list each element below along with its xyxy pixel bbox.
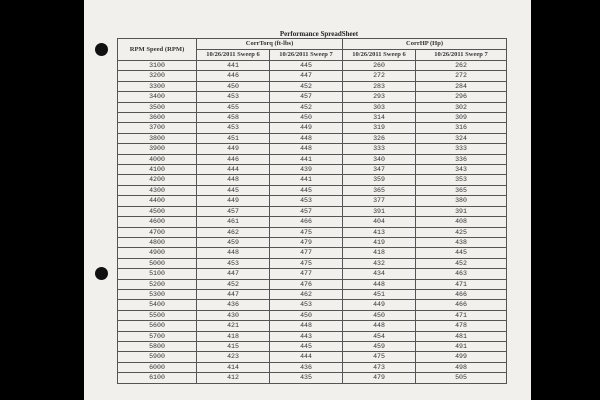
hp-sweep6-cell: 314 (343, 113, 416, 123)
torque-sweep7-cell: 448 (270, 133, 343, 143)
hp-sweep7-cell: 471 (416, 279, 507, 289)
torque-sweep7-cell: 452 (270, 81, 343, 91)
rpm-cell: 3700 (118, 123, 197, 133)
table-row (118, 61, 507, 71)
hp-sweep7-cell: 296 (416, 92, 507, 102)
rpm-cell: 4400 (118, 196, 197, 206)
torque-sweep6-cell: 453 (197, 92, 270, 102)
hp-sweep6-cell: 475 (343, 352, 416, 362)
torque-sweep7-header: 10/26/2011 Sweep 7 (270, 50, 343, 61)
table-row (118, 237, 507, 247)
torque-sweep6-cell: 448 (197, 248, 270, 258)
hp-sweep7-cell: 333 (416, 144, 507, 154)
torque-sweep6-cell: 451 (197, 133, 270, 143)
torque-sweep6-cell: 430 (197, 310, 270, 320)
torque-sweep6-cell: 459 (197, 237, 270, 247)
torque-sweep6-cell: 453 (197, 258, 270, 268)
hp-sweep6-cell: 377 (343, 196, 416, 206)
torque-sweep7-cell: 450 (270, 310, 343, 320)
table-row (118, 341, 507, 351)
rpm-header: RPM Speed (RPM) (118, 39, 197, 61)
torque-sweep6-header: 10/26/2011 Sweep 6 (197, 50, 270, 61)
hp-sweep7-cell: 316 (416, 123, 507, 133)
torque-sweep6-cell: 444 (197, 165, 270, 175)
hp-sweep7-cell: 481 (416, 331, 507, 341)
hp-sweep7-cell: 380 (416, 196, 507, 206)
rpm-cell: 4500 (118, 206, 197, 216)
hp-sweep7-header: 10/26/2011 Sweep 7 (416, 50, 507, 61)
torque-sweep7-cell: 453 (270, 300, 343, 310)
hp-sweep7-cell: 309 (416, 113, 507, 123)
hp-sweep6-cell: 404 (343, 217, 416, 227)
hp-sweep6-cell: 434 (343, 269, 416, 279)
hp-sweep6-cell: 319 (343, 123, 416, 133)
table-row (118, 71, 507, 81)
table-row (118, 154, 507, 164)
table-row (118, 81, 507, 91)
torque-sweep6-cell: 449 (197, 196, 270, 206)
hp-sweep6-cell: 451 (343, 289, 416, 299)
torque-sweep6-cell: 449 (197, 144, 270, 154)
hp-sweep6-cell: 272 (343, 71, 416, 81)
rpm-cell: 3900 (118, 144, 197, 154)
hp-sweep7-cell: 391 (416, 206, 507, 216)
table-row (118, 373, 507, 383)
torque-sweep7-cell: 462 (270, 289, 343, 299)
hp-sweep6-header: 10/26/2011 Sweep 6 (343, 50, 416, 61)
table-row (118, 300, 507, 310)
hp-sweep7-cell: 478 (416, 321, 507, 331)
hp-sweep7-cell: 365 (416, 185, 507, 195)
hp-sweep7-cell: 471 (416, 310, 507, 320)
torque-sweep6-cell: 447 (197, 269, 270, 279)
table-row (118, 113, 507, 123)
torque-sweep7-cell: 452 (270, 102, 343, 112)
rpm-cell: 5800 (118, 341, 197, 351)
rpm-cell: 3800 (118, 133, 197, 143)
hp-sweep7-cell: 302 (416, 102, 507, 112)
table-row (118, 144, 507, 154)
table-row (118, 175, 507, 185)
rpm-cell: 4000 (118, 154, 197, 164)
torque-sweep7-cell: 443 (270, 331, 343, 341)
hp-sweep7-cell: 353 (416, 175, 507, 185)
torque-sweep7-cell: 435 (270, 373, 343, 383)
rpm-cell: 5400 (118, 300, 197, 310)
torque-sweep7-cell: 450 (270, 113, 343, 123)
table-row (118, 217, 507, 227)
torque-sweep6-cell: 462 (197, 227, 270, 237)
torque-sweep6-cell: 421 (197, 321, 270, 331)
hp-sweep6-cell: 473 (343, 362, 416, 372)
hp-sweep6-cell: 333 (343, 144, 416, 154)
torque-sweep6-cell: 415 (197, 341, 270, 351)
torque-sweep7-cell: 475 (270, 258, 343, 268)
rpm-cell: 4800 (118, 237, 197, 247)
hp-sweep7-cell: 466 (416, 289, 507, 299)
table-body (118, 61, 507, 384)
torque-sweep6-cell: 436 (197, 300, 270, 310)
torque-sweep6-cell: 441 (197, 61, 270, 71)
table-row (118, 133, 507, 143)
hp-sweep7-cell: 498 (416, 362, 507, 372)
torque-sweep7-cell: 457 (270, 92, 343, 102)
torque-sweep7-cell: 453 (270, 196, 343, 206)
paper-sheet (84, 0, 531, 400)
hp-sweep6-cell: 419 (343, 237, 416, 247)
torque-sweep6-cell: 450 (197, 81, 270, 91)
torque-sweep7-cell: 441 (270, 175, 343, 185)
table-row (118, 331, 507, 341)
rpm-cell: 3300 (118, 81, 197, 91)
table-row (118, 310, 507, 320)
torque-sweep7-cell: 447 (270, 71, 343, 81)
hp-sweep7-cell: 262 (416, 61, 507, 71)
rpm-cell: 5300 (118, 289, 197, 299)
rpm-cell: 5600 (118, 321, 197, 331)
rpm-cell: 6100 (118, 373, 197, 383)
torque-sweep6-cell: 461 (197, 217, 270, 227)
hp-sweep6-cell: 418 (343, 248, 416, 258)
torque-sweep7-cell: 477 (270, 269, 343, 279)
hp-sweep7-cell: 438 (416, 237, 507, 247)
table-row (118, 321, 507, 331)
rpm-cell: 3400 (118, 92, 197, 102)
table-row (118, 269, 507, 279)
torque-sweep7-cell: 477 (270, 248, 343, 258)
rpm-cell: 5100 (118, 269, 197, 279)
hp-sweep7-cell: 425 (416, 227, 507, 237)
torque-sweep7-cell: 444 (270, 352, 343, 362)
hp-sweep7-cell: 445 (416, 248, 507, 258)
hp-sweep6-cell: 449 (343, 300, 416, 310)
rpm-cell: 3200 (118, 71, 197, 81)
hp-sweep7-cell: 499 (416, 352, 507, 362)
torque-sweep7-cell: 445 (270, 61, 343, 71)
torque-sweep6-cell: 453 (197, 123, 270, 133)
torque-sweep7-cell: 476 (270, 279, 343, 289)
torque-sweep6-cell: 423 (197, 352, 270, 362)
hp-sweep7-cell: 463 (416, 269, 507, 279)
rpm-cell: 6000 (118, 362, 197, 372)
hp-sweep6-cell: 293 (343, 92, 416, 102)
hp-sweep7-cell: 336 (416, 154, 507, 164)
torque-sweep7-cell: 479 (270, 237, 343, 247)
torque-group-header: CorrTorq (ft-lbs) (197, 39, 343, 50)
punch-hole (95, 43, 108, 56)
hp-sweep6-cell: 448 (343, 321, 416, 331)
hp-sweep6-cell: 359 (343, 175, 416, 185)
rpm-cell: 4100 (118, 165, 197, 175)
hp-sweep6-cell: 454 (343, 331, 416, 341)
torque-sweep7-cell: 448 (270, 321, 343, 331)
hp-sweep6-cell: 260 (343, 61, 416, 71)
table-row (118, 248, 507, 258)
torque-sweep6-cell: 448 (197, 175, 270, 185)
hp-sweep6-cell: 450 (343, 310, 416, 320)
table-row (118, 92, 507, 102)
hp-sweep6-cell: 347 (343, 165, 416, 175)
hp-sweep6-cell: 448 (343, 279, 416, 289)
rpm-cell: 4300 (118, 185, 197, 195)
rpm-cell: 4900 (118, 248, 197, 258)
torque-sweep6-cell: 447 (197, 289, 270, 299)
table-row (118, 362, 507, 372)
torque-sweep6-cell: 418 (197, 331, 270, 341)
rpm-cell: 5500 (118, 310, 197, 320)
table-row (118, 196, 507, 206)
torque-sweep6-cell: 458 (197, 113, 270, 123)
torque-sweep6-cell: 455 (197, 102, 270, 112)
table-row (118, 227, 507, 237)
table-row (118, 102, 507, 112)
hp-sweep7-cell: 343 (416, 165, 507, 175)
table-row (118, 352, 507, 362)
torque-sweep7-cell: 457 (270, 206, 343, 216)
table-row (118, 206, 507, 216)
torque-sweep7-cell: 466 (270, 217, 343, 227)
rpm-cell: 4200 (118, 175, 197, 185)
hp-sweep7-cell: 491 (416, 341, 507, 351)
torque-sweep6-cell: 452 (197, 279, 270, 289)
torque-sweep7-cell: 445 (270, 341, 343, 351)
torque-sweep7-cell: 441 (270, 154, 343, 164)
rpm-cell: 3100 (118, 61, 197, 71)
hp-sweep7-cell: 408 (416, 217, 507, 227)
hp-sweep6-cell: 340 (343, 154, 416, 164)
rpm-cell: 3600 (118, 113, 197, 123)
table-row (118, 289, 507, 299)
hp-sweep7-cell: 272 (416, 71, 507, 81)
torque-sweep7-cell: 449 (270, 123, 343, 133)
hp-sweep7-cell: 466 (416, 300, 507, 310)
rpm-cell: 4600 (118, 217, 197, 227)
rpm-cell: 3500 (118, 102, 197, 112)
torque-sweep7-cell: 436 (270, 362, 343, 372)
table-row (118, 258, 507, 268)
hp-sweep6-cell: 326 (343, 133, 416, 143)
torque-sweep6-cell: 445 (197, 185, 270, 195)
table-row (118, 185, 507, 195)
torque-sweep6-cell: 446 (197, 71, 270, 81)
hp-sweep7-cell: 324 (416, 133, 507, 143)
hp-sweep6-cell: 459 (343, 341, 416, 351)
rpm-cell: 5200 (118, 279, 197, 289)
rpm-cell: 5900 (118, 352, 197, 362)
hp-sweep7-cell: 452 (416, 258, 507, 268)
page-title: Performance SpreadSheet (279, 30, 359, 38)
rpm-cell: 5700 (118, 331, 197, 341)
torque-sweep6-cell: 414 (197, 362, 270, 372)
hp-sweep7-cell: 505 (416, 373, 507, 383)
torque-sweep7-cell: 439 (270, 165, 343, 175)
torque-sweep7-cell: 448 (270, 144, 343, 154)
torque-sweep7-cell: 445 (270, 185, 343, 195)
torque-sweep6-cell: 457 (197, 206, 270, 216)
table-row (118, 165, 507, 175)
hp-sweep6-cell: 391 (343, 206, 416, 216)
table-row (118, 279, 507, 289)
table-row (118, 123, 507, 133)
hp-sweep6-cell: 303 (343, 102, 416, 112)
hp-sweep6-cell: 479 (343, 373, 416, 383)
rpm-cell: 5000 (118, 258, 197, 268)
punch-hole (95, 267, 108, 280)
hp-sweep6-cell: 365 (343, 185, 416, 195)
hp-sweep6-cell: 413 (343, 227, 416, 237)
rpm-cell: 4700 (118, 227, 197, 237)
hp-sweep6-cell: 283 (343, 81, 416, 91)
hp-sweep6-cell: 432 (343, 258, 416, 268)
torque-sweep6-cell: 446 (197, 154, 270, 164)
torque-sweep6-cell: 412 (197, 373, 270, 383)
performance-table (117, 38, 507, 384)
hp-group-header: CorrHP (Hp) (343, 39, 507, 50)
torque-sweep7-cell: 475 (270, 227, 343, 237)
hp-sweep7-cell: 284 (416, 81, 507, 91)
